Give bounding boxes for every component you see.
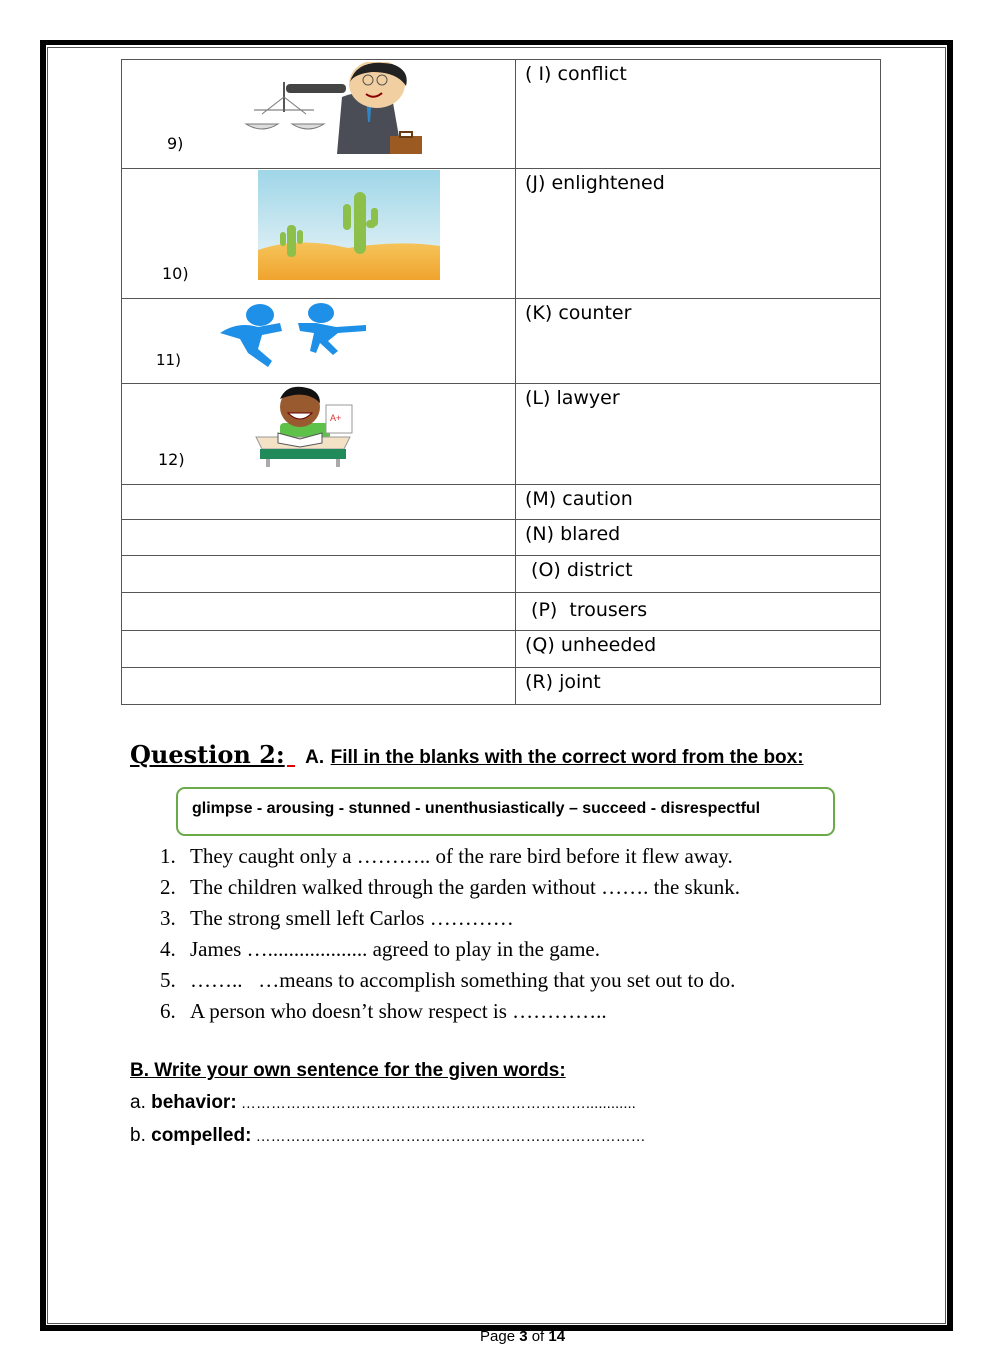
list-item: 6. A person who doesn’t show respect is ………….. <box>160 999 607 1023</box>
option-cell: ( I) conflict <box>516 60 881 169</box>
picture-cell <box>122 384 516 485</box>
picture-cell <box>122 556 516 593</box>
item-number: 11) <box>156 351 181 369</box>
table-row <box>122 485 881 520</box>
student-at-desk-icon <box>250 385 362 469</box>
table-row <box>122 520 881 556</box>
option-cell: (R) joint <box>516 668 881 705</box>
item-number: 9) <box>167 134 184 153</box>
list-item: 3. The strong smell left Carlos ………… <box>160 906 514 930</box>
picture-cell <box>122 668 516 705</box>
table-row <box>122 299 881 384</box>
picture-cell <box>122 169 516 299</box>
picture-cell <box>122 299 516 384</box>
table-row <box>122 60 881 169</box>
sentence-text: …….. …means to accomplish something that you set out to do. <box>190 968 736 992</box>
table-row <box>122 556 881 593</box>
answer-blank: …………………………………………………………………… <box>251 1128 646 1145</box>
option-cell: (N) blared <box>516 520 881 556</box>
target-word: behavior: <box>151 1092 237 1113</box>
current-page: 3 <box>519 1328 528 1345</box>
target-word: compelled: <box>151 1125 252 1146</box>
fill-in-blank-list <box>160 842 740 1028</box>
list-item: 1. They caught only a ……….. of the rare bird before it flew away. <box>160 844 733 868</box>
picture-cell <box>122 631 516 668</box>
option-cell: (J) enlightened <box>516 169 881 299</box>
sentence-text: James …................... agreed to play in the game. <box>190 937 600 961</box>
picture-cell <box>122 593 516 631</box>
part-b-title: B. Write your own sentence for the given words: <box>130 1060 566 1081</box>
matching-table <box>121 59 881 705</box>
option-cell: (P) trousers <box>516 593 881 631</box>
list-item: 5. …….. …means to accomplish something that you set out to do. <box>160 968 736 992</box>
part-b-section <box>130 1060 646 1158</box>
option-cell: (L) lawyer <box>516 384 881 485</box>
table-row <box>122 668 881 705</box>
part-a-instruction: Fill in the blanks with the correct word from the box: <box>330 747 804 768</box>
question-title: Question 2: <box>130 740 285 769</box>
list-item: 4. James …................... agreed to play in the game. <box>160 937 600 961</box>
table-row <box>122 593 881 631</box>
sentence-prompt: b. compelled: …………………………………………………………………… <box>130 1125 646 1146</box>
picture-cell <box>122 485 516 520</box>
svg-text:A+: A+ <box>330 413 342 423</box>
list-item: 2. The children walked through the garden without ……. the skunk. <box>160 875 740 899</box>
red-underline-mark <box>287 765 295 767</box>
sentence-prompt: a. behavior: ……………………………………………………………............ <box>130 1092 636 1113</box>
two-figures-fighting-icon <box>218 301 370 371</box>
picture-cell <box>122 520 516 556</box>
sentence-text: The strong smell left Carlos ………… <box>190 906 514 930</box>
total-pages: 14 <box>548 1328 566 1345</box>
answer-blank: ……………………………………………………………............ <box>236 1095 636 1112</box>
item-number: 10) <box>162 264 189 283</box>
option-cell: (O) district <box>516 556 881 593</box>
sentence-text: A person who doesn’t show respect is ………….. <box>190 999 607 1023</box>
option-cell: (K) counter <box>516 299 881 384</box>
table-row <box>122 169 881 299</box>
option-cell: (Q) unheeded <box>516 631 881 668</box>
sentence-text: They caught only a ……….. of the rare bird before it flew away. <box>190 844 733 868</box>
desert-cactus-icon <box>258 170 440 280</box>
question-2-heading <box>130 740 804 769</box>
table-row <box>122 631 881 668</box>
word-box: glimpse - arousing - stunned - unenthusiastically – succeed - disrespectful <box>176 787 835 836</box>
option-cell: (M) caution <box>516 485 881 520</box>
sentence-text: The children walked through the garden without ……. the skunk. <box>190 875 740 899</box>
lawyer-with-scales-icon <box>242 62 437 154</box>
item-number: 12) <box>158 450 185 469</box>
page-footer: Page 3 of 14 <box>480 1328 566 1345</box>
picture-cell <box>122 60 516 169</box>
table-row <box>122 384 881 485</box>
part-a-label: A. <box>305 747 325 768</box>
